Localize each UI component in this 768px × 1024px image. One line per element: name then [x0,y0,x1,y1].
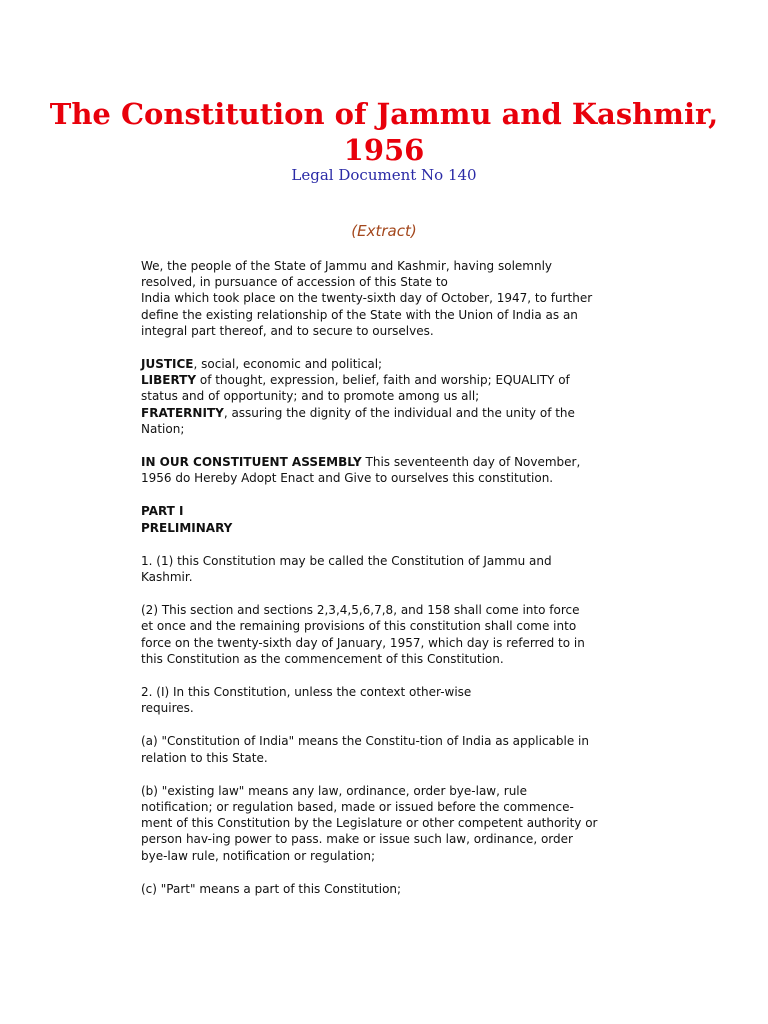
preamble-line: India which took place on the twenty-sixth day of October, 1947, to further [141,291,593,306]
part-number: PART I [141,504,184,519]
justice-term: JUSTICE [141,357,194,372]
fraternity-text: , assuring the dignity of the individual and the unity of the [223,405,575,420]
section-line: 1. (1) this Constitution may be called the Constitution of Jammu and [141,553,552,568]
preamble-line: resolved, in pursuance of accession of this State to [141,275,448,290]
ideals-paragraph [141,356,641,437]
section-line: bye-law rule, notification or regulation; [141,848,376,863]
section-2-c [141,881,641,897]
section-line: Kashmir. [141,570,193,585]
section-line: (2) This section and sections 2,3,4,5,6,7,8, and 158 shall come into force [141,603,580,618]
section-line: force on the twenty-sixth day of January, 1957, which day is referred to in [141,635,585,650]
section-line: 2. (I) In this Constitution, unless the context other-wise [141,685,472,700]
justice-text: , social, economic and political; [193,357,383,372]
preamble-line: define the existing relationship of the State with the Union of India as an [141,307,578,322]
section-line: (c) "Part" means a part of this Constitution; [141,881,402,896]
document-title [0,96,768,168]
fraternity-line-2: Nation; [141,421,185,436]
title-line-1: The Constitution of Jammu and Kashmir, [49,97,719,131]
liberty-text: of thought, expression, belief, faith and worship; EQUALITY of [196,373,570,388]
section-2-a [141,733,641,765]
liberty-term: LIBERTY [141,373,197,388]
assembly-term: IN OUR CONSTITUENT ASSEMBLY [141,455,362,470]
section-line: relation to this State. [141,750,268,765]
preamble-paragraph [141,258,641,339]
section-1-2 [141,602,641,667]
section-line: requires. [141,701,194,716]
section-line: (b) "existing law" means any law, ordinance, order bye-law, rule [141,783,528,798]
document-body [141,258,641,897]
document-subtitle: Legal Document No 140 [291,166,477,184]
section-line: notification; or regulation based, made or issued before the commence- [141,800,574,815]
title-line-2: 1956 [343,133,425,167]
extract-label: (Extract) [351,222,417,240]
section-line: et once and the remaining provisions of this constitution shall come into [141,619,577,634]
section-2 [141,684,641,716]
assembly-paragraph [141,454,641,486]
part-title: PRELIMINARY [141,520,233,535]
section-2-b [141,783,641,864]
part-heading [141,503,641,535]
liberty-line-2: status and of opportunity; and to promote among us all; [141,389,480,404]
assembly-line-2: 1956 do Hereby Adopt Enact and Give to ourselves this constitution. [141,471,554,486]
section-line: person hav-ing power to pass. make or issue such law, ordinance, order [141,832,573,847]
section-line: (a) "Constitution of India" means the Constitu-tion of India as applicable in [141,734,589,749]
assembly-text: This seventeenth day of November, [361,455,581,470]
section-line: ment of this Constitution by the Legislature or other competent authority or [141,816,598,831]
fraternity-term: FRATERNITY [141,405,224,420]
section-line: this Constitution as the commencement of this Constitution. [141,651,504,666]
section-1-1 [141,553,641,585]
preamble-line: We, the people of the State of Jammu and Kashmir, having solemnly [141,259,553,273]
preamble-line: integral part thereof, and to secure to ourselves. [141,323,434,338]
